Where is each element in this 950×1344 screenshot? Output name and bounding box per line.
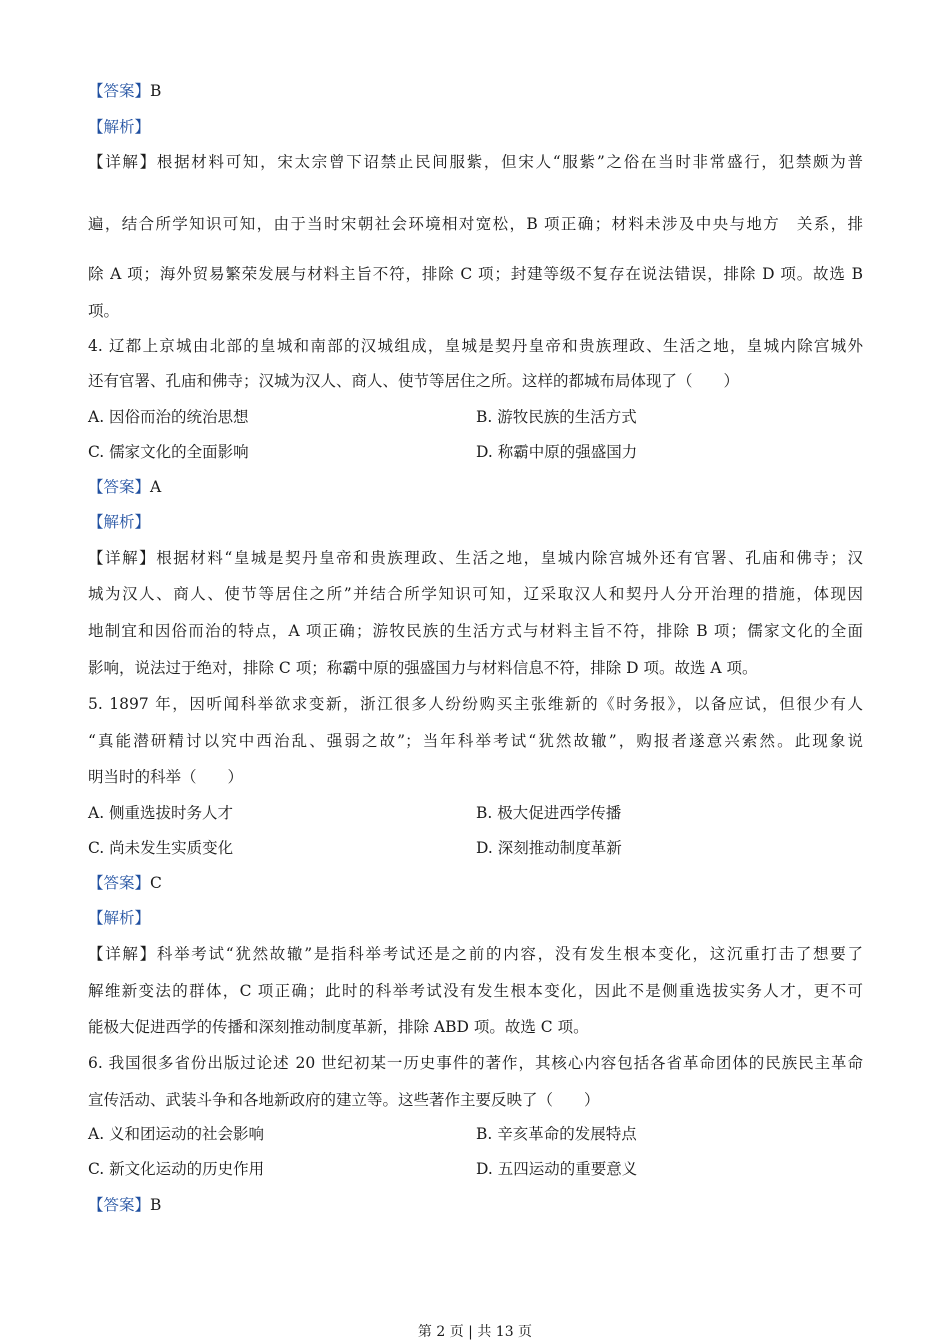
q3-answer: [88, 80, 863, 102]
q6-option-a: A. 义和团运动的社会影响: [88, 1125, 265, 1143]
q5-analysis-label: 【解析】: [88, 909, 151, 927]
page-footer: 第 2 页 | 共 13 页: [417, 1324, 533, 1340]
q4-detail-line: 城为汉人、商人、使节等居住之所”并结合所学知识可知，辽采取汉人和契丹人分开治理的措施，体现因: [88, 585, 863, 603]
q4-stem-line: 4. 辽都上京城由北部的皇城和南部的汉城组成，皇城是契丹皇帝和贵族理政、生活之地，皇城内除宫城外: [88, 337, 863, 355]
q4-analysis-label: 【解析】: [88, 513, 151, 531]
q4-detail-line: 地制宜和因俗而治的特点，A 项正确；游牧民族的生活方式与材料主旨不符，排除 B 项；儒家文化的全面: [88, 622, 863, 640]
q3-detail-line: 遍，结合所学知识可知，由于当时宋朝社会环境相对宽松，B 项正确；材料未涉及中央与地方 关系，排: [88, 215, 863, 233]
q4-detail-line: 影响，说法过于绝对，排除 C 项；称霸中原的强盛国力与材料信息不符，排除 D 项。故选 A 项。: [88, 659, 758, 677]
q3-detail-line: 项。: [88, 302, 120, 320]
q6-stem-line: 宣传活动、武装斗争和各地新政府的建立等。这些著作主要反映了（ ）: [88, 1091, 600, 1109]
q6-answer: 【答案】B: [88, 1196, 162, 1214]
q5-stem-line: 5. 1897 年，因听闻科举欲求变新，浙江很多人纷纷购买主张维新的《时务报》，以备应试，但很少有人: [88, 695, 863, 713]
q4-detail-line: 【详解】根据材料“皇城是契丹皇帝和贵族理政、生活之地，皇城内除宫城外还有官署、孔庙和佛寺；汉: [88, 549, 863, 567]
q6-option-c: C. 新文化运动的历史作用: [88, 1160, 265, 1178]
q6-stem-line: 6. 我国很多省份出版过论述 20 世纪初某一历史事件的著作，其核心内容包括各省革命团体的民族民主革命: [88, 1054, 863, 1072]
q3-detail-line: 除 A 项；海外贸易繁荣发展与材料主旨不符，排除 C 项；封建等级不复存在说法错误，排除 D 项。故选 B: [88, 265, 863, 283]
q4-option-b: B. 游牧民族的生活方式: [476, 408, 637, 426]
q4-option-a: A. 因俗而治的统治思想: [88, 408, 249, 426]
q5-option-d: D. 深刻推动制度革新: [476, 839, 622, 857]
q5-detail-line: 能极大促进西学的传播和深刻推动制度革新，排除 ABD 项。故选 C 项。: [88, 1018, 589, 1036]
q5-option-a: A. 侧重选拔时务人才: [88, 804, 234, 822]
q5-stem-line: “真能潜研精讨以究中西治乱、强弱之故”；当年科举考试“犹然故辙”，购报者遂意兴索然。此现象说: [88, 732, 863, 750]
q5-detail-line: 解维新变法的群体，C 项正确；此时的科举考试没有发生根本变化，因此不是侧重选拔实务人才，更不可: [88, 982, 863, 1000]
q4-answer: 【答案】A: [88, 478, 162, 496]
q4-option-d: D. 称霸中原的强盛国力: [476, 443, 638, 461]
q4-stem-line: 还有官署、孔庙和佛寺；汉城为汉人、商人、使节等居住之所。这样的都城布局体现了（ ）: [88, 372, 740, 390]
q5-option-b: B. 极大促进西学传播: [476, 804, 622, 822]
q3-detail-line: 【详解】根据材料可知，宋太宗曾下诏禁止民间服紫，但宋人“服紫”之俗在当时非常盛行，犯禁颇为普: [88, 153, 863, 171]
detail-label: 【详解】: [88, 153, 157, 171]
q5-detail-line: 【详解】科举考试“犹然故辙”是指科举考试还是之前的内容，没有发生根本变化，这沉重打击了想要了: [88, 945, 863, 963]
answer-value: B: [150, 82, 162, 100]
q6-option-d: D. 五四运动的重要意义: [476, 1160, 638, 1178]
q5-answer: 【答案】C: [88, 874, 162, 892]
q4-option-c: C. 儒家文化的全面影响: [88, 443, 249, 461]
q5-option-c: C. 尚未发生实质变化: [88, 839, 234, 857]
q6-option-b: B. 辛亥革命的发展特点: [476, 1125, 637, 1143]
q3-analysis-label: 【解析】: [88, 118, 151, 136]
q5-stem-line: 明当时的科举（ ）: [88, 768, 244, 786]
answer-label: 【答案】: [88, 82, 151, 100]
